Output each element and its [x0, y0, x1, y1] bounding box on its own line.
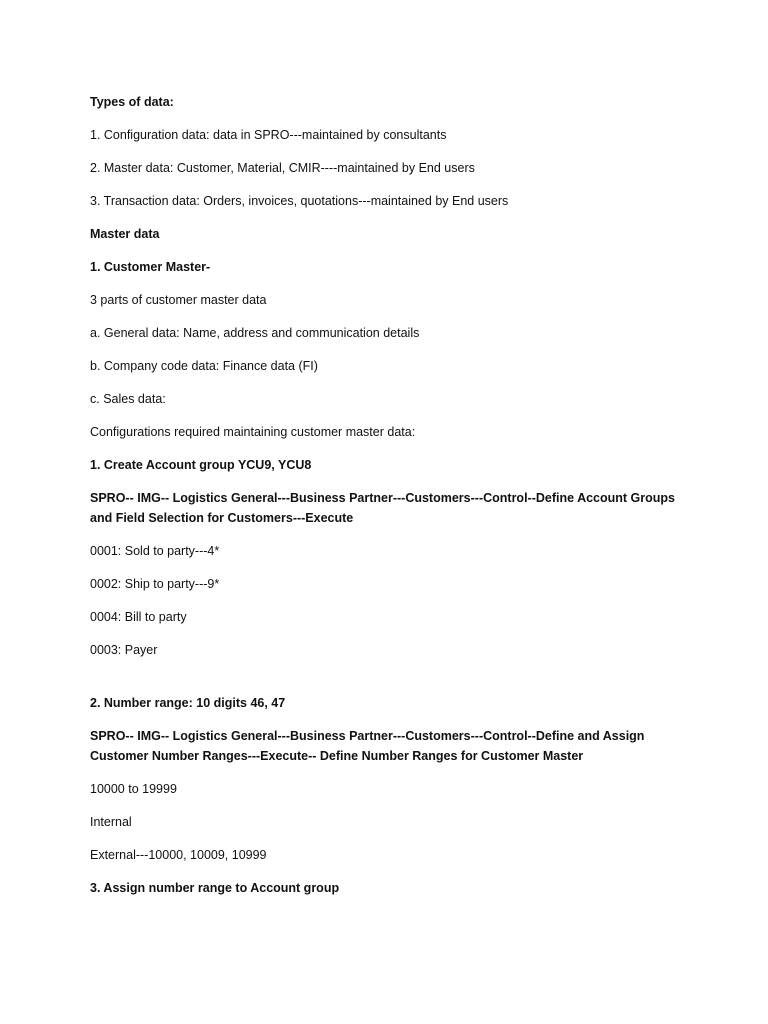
text-line: 0003: Payer — [90, 643, 158, 657]
text-line: Internal — [90, 815, 132, 829]
heading-assign-number-range: 3. Assign number range to Account group — [90, 881, 340, 895]
heading-create-account-group: 1. Create Account group YCU9, YCU8 — [90, 458, 312, 472]
text-line: 2. Master data: Customer, Material, CMIR----maintained by End users — [90, 161, 475, 175]
text-line: 3 parts of customer master data — [90, 293, 267, 307]
text-line: a. General data: Name, address and communication details — [90, 326, 420, 340]
text-line: 0001: Sold to party---4* — [90, 544, 220, 558]
text-line: Configurations required maintaining customer master data: — [90, 425, 416, 439]
text-line: 10000 to 19999 — [90, 782, 177, 796]
heading-number-range: 2. Number range: 10 digits 46, 47 — [90, 696, 286, 710]
text-line: b. Company code data: Finance data (FI) — [90, 359, 318, 373]
menu-path-number-ranges: SPRO-- IMG-- Logistics General---Business Partner---Customers---Control--Define and Assign Customer Number Ranges---Execute-- Define Number Ranges for Customer Master — [90, 729, 645, 763]
menu-path-account-groups: SPRO-- IMG-- Logistics General---Business Partner---Customers---Control--Define Account Groups and Field Selection for Customers---Execute — [90, 491, 675, 525]
heading-types-of-data: Types of data: — [90, 95, 174, 109]
text-line: 0004: Bill to party — [90, 610, 187, 624]
text-line: 3. Transaction data: Orders, invoices, quotations---maintained by End users — [90, 194, 509, 208]
heading-master-data: Master data — [90, 227, 160, 241]
text-line: External---10000, 10009, 10999 — [90, 848, 267, 862]
heading-customer-master: 1. Customer Master- — [90, 260, 211, 274]
text-line: 1. Configuration data: data in SPRO---maintained by consultants — [90, 128, 447, 142]
text-line: 0002: Ship to party---9* — [90, 577, 220, 591]
document-page — [90, 92, 700, 911]
text-line: c. Sales data: — [90, 392, 166, 406]
blank-line — [90, 673, 700, 693]
